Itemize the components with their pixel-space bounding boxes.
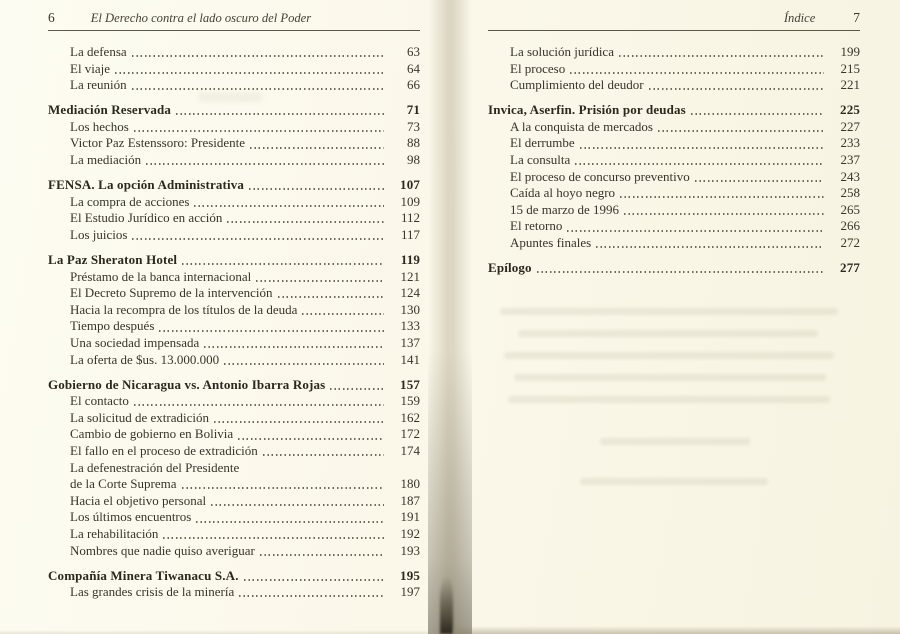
toc-entry [48, 135, 420, 152]
dot-leader [250, 147, 384, 149]
toc-entry [488, 44, 860, 61]
entry-title: El viaje [70, 60, 111, 76]
toc-entry [48, 152, 420, 169]
toc-entry [48, 44, 420, 61]
bleedthrough-text-ghost [514, 374, 826, 381]
entry-page-number: 172 [400, 426, 420, 442]
toc-entry [488, 169, 860, 186]
entry-page-number: 174 [400, 443, 420, 459]
dot-leader [580, 147, 824, 149]
entry-title: 15 de marzo de 1996 [510, 201, 620, 217]
dot-leader [570, 72, 824, 74]
entry-title: Hacia el objetivo personal [70, 492, 207, 508]
toc-entry [48, 77, 420, 94]
book-gutter-shadow [428, 0, 472, 634]
entry-page-number: 227 [840, 118, 860, 134]
toc-entry [48, 352, 420, 369]
toc-entry [48, 119, 420, 136]
dot-leader [567, 230, 824, 232]
bleedthrough-text-ghost [580, 478, 768, 485]
entry-title: La mediación [70, 152, 142, 168]
dot-leader [302, 313, 384, 315]
entry-title: FENSA. La opción Administrativa [48, 177, 245, 193]
entry-title: Los últimos encuentros [70, 509, 192, 525]
toc-entry [48, 543, 420, 560]
dot-leader [244, 579, 384, 581]
toc-entry [48, 302, 420, 319]
entry-page-number: 266 [840, 218, 860, 234]
right-toc-list [488, 44, 860, 277]
dot-leader [695, 180, 824, 182]
entry-page-number: 66 [407, 77, 420, 93]
entry-page-number: 159 [400, 393, 420, 409]
entry-page-number: 197 [400, 584, 420, 600]
toc-entry [48, 584, 420, 601]
bleedthrough-text-ghost [600, 438, 750, 445]
dot-leader [182, 263, 384, 265]
book-gutter-dark-mark [440, 576, 453, 634]
dot-leader [619, 55, 824, 57]
right-page [488, 10, 860, 624]
toc-entry [488, 135, 860, 152]
entry-title: Tiempo después [70, 318, 155, 334]
entry-title: Compañía Minera Tiwanacu S.A. [48, 567, 239, 583]
dot-leader [256, 280, 384, 282]
entry-page-number: 63 [407, 44, 420, 59]
book-gutter-shadow-bottom [428, 0, 472, 634]
toc-entry [48, 61, 420, 78]
left-page-number: 6 [48, 10, 55, 25]
toc-entry [48, 335, 420, 352]
entry-title: El Estudio Jurídico en acción [70, 210, 223, 226]
toc-entry [48, 227, 420, 244]
toc-entry [48, 377, 420, 394]
entry-page-number: 192 [400, 526, 420, 542]
entry-page-number: 272 [840, 235, 860, 251]
entry-title: La rehabilitación [70, 526, 159, 542]
entry-title: El derrumbe [510, 135, 575, 151]
entry-title: La reunión [70, 77, 127, 93]
dot-leader [163, 537, 384, 539]
dot-leader [134, 404, 384, 406]
dot-leader [575, 163, 824, 165]
entry-page-number: 119 [400, 252, 420, 268]
entry-page-number: 191 [400, 509, 420, 525]
entry-title: El fallo en el proceso de extradición [70, 443, 258, 459]
entry-title: Las grandes crisis de la minería [70, 584, 235, 600]
toc-entry [48, 194, 420, 211]
entry-page-number: 233 [840, 135, 860, 151]
entry-title: Los juicios [70, 226, 128, 242]
entry-title: El Decreto Supremo de la intervención [70, 285, 273, 301]
entry-page-number: 225 [840, 102, 860, 118]
dot-leader [224, 363, 384, 365]
entry-page-number: 199 [840, 44, 860, 59]
bleedthrough-text-ghost [518, 330, 818, 337]
entry-title: La consulta [510, 152, 571, 168]
dot-leader [537, 271, 824, 273]
entry-page-number: 157 [400, 376, 420, 392]
toc-entry [48, 509, 420, 526]
toc-entry [48, 410, 420, 427]
entry-title: El contacto [70, 393, 129, 409]
entry-title: La solicitud de extradición [70, 409, 209, 425]
bleedthrough-text-ghost [500, 308, 838, 315]
toc-entry [48, 252, 420, 269]
dot-leader [211, 504, 384, 506]
toc-entry [48, 393, 420, 410]
left-page-header [48, 10, 420, 31]
entry-page-number: 265 [840, 201, 860, 217]
toc-entry [488, 102, 860, 119]
entry-title: Cambio de gobierno en Bolivia [70, 426, 234, 442]
entry-title: La defenestración del Presidente [70, 459, 240, 475]
dot-leader [227, 221, 384, 223]
toc-entry [48, 568, 420, 585]
page-bottom-edge-shadow [0, 630, 430, 634]
entry-page-number: 187 [400, 492, 420, 508]
dot-leader [196, 521, 384, 523]
entry-title: Victor Paz Estenssoro: Presidente [70, 135, 246, 151]
entry-page-number: 195 [400, 567, 420, 583]
right-page-number: 7 [853, 10, 860, 25]
left-running-header: El Derecho contra el lado oscuro del Poder [90, 11, 312, 25]
dot-leader [249, 188, 384, 190]
entry-page-number: 221 [840, 77, 860, 93]
entry-title: Apuntes finales [510, 235, 592, 251]
toc-entry [48, 210, 420, 227]
entry-page-number: 121 [400, 268, 420, 284]
dot-leader [278, 296, 384, 298]
entry-page-number: 137 [400, 335, 420, 350]
entry-title: Gobierno de Nicaragua vs. Antonio Ibarra Rojas [48, 376, 326, 392]
entry-page-number: 162 [400, 409, 420, 425]
dot-leader [238, 438, 384, 440]
entry-title: La compra de acciones [70, 193, 190, 209]
dot-leader [330, 388, 384, 390]
right-running-header: Índice [783, 11, 816, 25]
toc-entry [488, 119, 860, 136]
dot-leader [132, 88, 384, 90]
page-bottom-edge-shadow [452, 626, 900, 634]
entry-page-number: 71 [406, 102, 420, 118]
dot-leader [596, 246, 824, 248]
entry-title: Epílogo [488, 260, 532, 276]
entry-title: La solución jurídica [510, 44, 614, 59]
entry-page-number: 107 [400, 177, 420, 193]
dot-leader [624, 213, 824, 215]
toc-entry [48, 269, 420, 286]
dot-leader [115, 72, 384, 74]
toc-entry [488, 260, 860, 277]
dot-leader [176, 113, 384, 115]
toc-entry [48, 476, 420, 493]
entry-title: La oferta de $us. 13.000.000 [70, 351, 220, 367]
entry-page-number: 258 [840, 185, 860, 201]
entry-title: La defensa [70, 44, 127, 59]
dot-leader [691, 113, 824, 115]
entry-title: de la Corte Suprema [70, 476, 177, 492]
dot-leader [263, 454, 384, 456]
entry-title: Caída al hoyo negro [510, 185, 616, 201]
entry-page-number: 98 [407, 152, 420, 168]
entry-page-number: 73 [407, 118, 420, 134]
dot-leader [182, 487, 385, 489]
entry-title: El proceso [510, 60, 566, 76]
dot-leader [146, 163, 384, 165]
left-toc-list [48, 44, 420, 601]
entry-title: Una sociedad impensada [70, 335, 200, 350]
toc-entry [48, 318, 420, 335]
toc-entry [48, 285, 420, 302]
dot-leader [620, 196, 824, 198]
entry-title: Invica, Aserfin. Prisión por deudas [488, 102, 686, 118]
right-page-header [488, 10, 860, 31]
entry-page-number: 64 [407, 60, 420, 76]
entry-page-number: 88 [407, 135, 420, 151]
toc-entry [488, 152, 860, 169]
entry-title: El proceso de concurso preventivo [510, 168, 690, 184]
toc-entry [48, 493, 420, 510]
entry-title: La Paz Sheraton Hotel [48, 252, 178, 268]
bleedthrough-text-ghost [504, 352, 834, 359]
dot-leader [194, 205, 384, 207]
dot-leader [658, 130, 824, 132]
toc-entry [48, 526, 420, 543]
entry-title: Nombres que nadie quiso averiguar [70, 542, 255, 558]
toc-entry [488, 185, 860, 202]
toc-entry [488, 218, 860, 235]
entry-page-number: 112 [400, 210, 420, 226]
dot-leader [260, 554, 384, 556]
dot-leader [214, 421, 384, 423]
dot-leader [649, 88, 824, 90]
entry-page-number: 180 [400, 476, 420, 492]
entry-page-number: 243 [840, 168, 860, 184]
toc-entry [48, 443, 420, 460]
entry-page-number: 124 [400, 285, 420, 301]
entry-page-number: 141 [400, 351, 420, 367]
toc-entry [488, 202, 860, 219]
entry-page-number: 215 [840, 60, 860, 76]
entry-page-number: 193 [400, 542, 420, 558]
entry-title: Cumplimiento del deudor [510, 77, 644, 93]
left-page [48, 10, 420, 624]
toc-entry [488, 235, 860, 252]
toc-entry [488, 61, 860, 78]
bleedthrough-text-ghost [508, 396, 830, 403]
entry-page-number: 133 [400, 318, 420, 334]
toc-entry [48, 460, 420, 477]
entry-page-number: 117 [400, 226, 420, 242]
entry-title: El retorno [510, 218, 563, 234]
dot-leader [239, 595, 384, 597]
dot-leader [132, 55, 384, 57]
entry-title: Préstamo de la banca internacional [70, 268, 252, 284]
entry-title: Los hechos [70, 118, 129, 134]
toc-entry [48, 102, 420, 119]
dot-leader [132, 238, 384, 240]
entry-title: A la conquista de mercados [510, 118, 653, 134]
entry-page-number: 130 [400, 301, 420, 317]
toc-entry [48, 426, 420, 443]
entry-page-number: 237 [840, 152, 860, 168]
toc-entry [488, 77, 860, 94]
entry-title: Hacia la recompra de los títulos de la deuda [70, 301, 298, 317]
entry-title: Mediación Reservada [48, 102, 172, 118]
dot-leader [159, 330, 384, 332]
entry-page-number: 277 [840, 260, 860, 276]
toc-entry [48, 177, 420, 194]
entry-page-number: 109 [400, 193, 420, 209]
dot-leader [204, 346, 384, 348]
dot-leader [134, 130, 384, 132]
